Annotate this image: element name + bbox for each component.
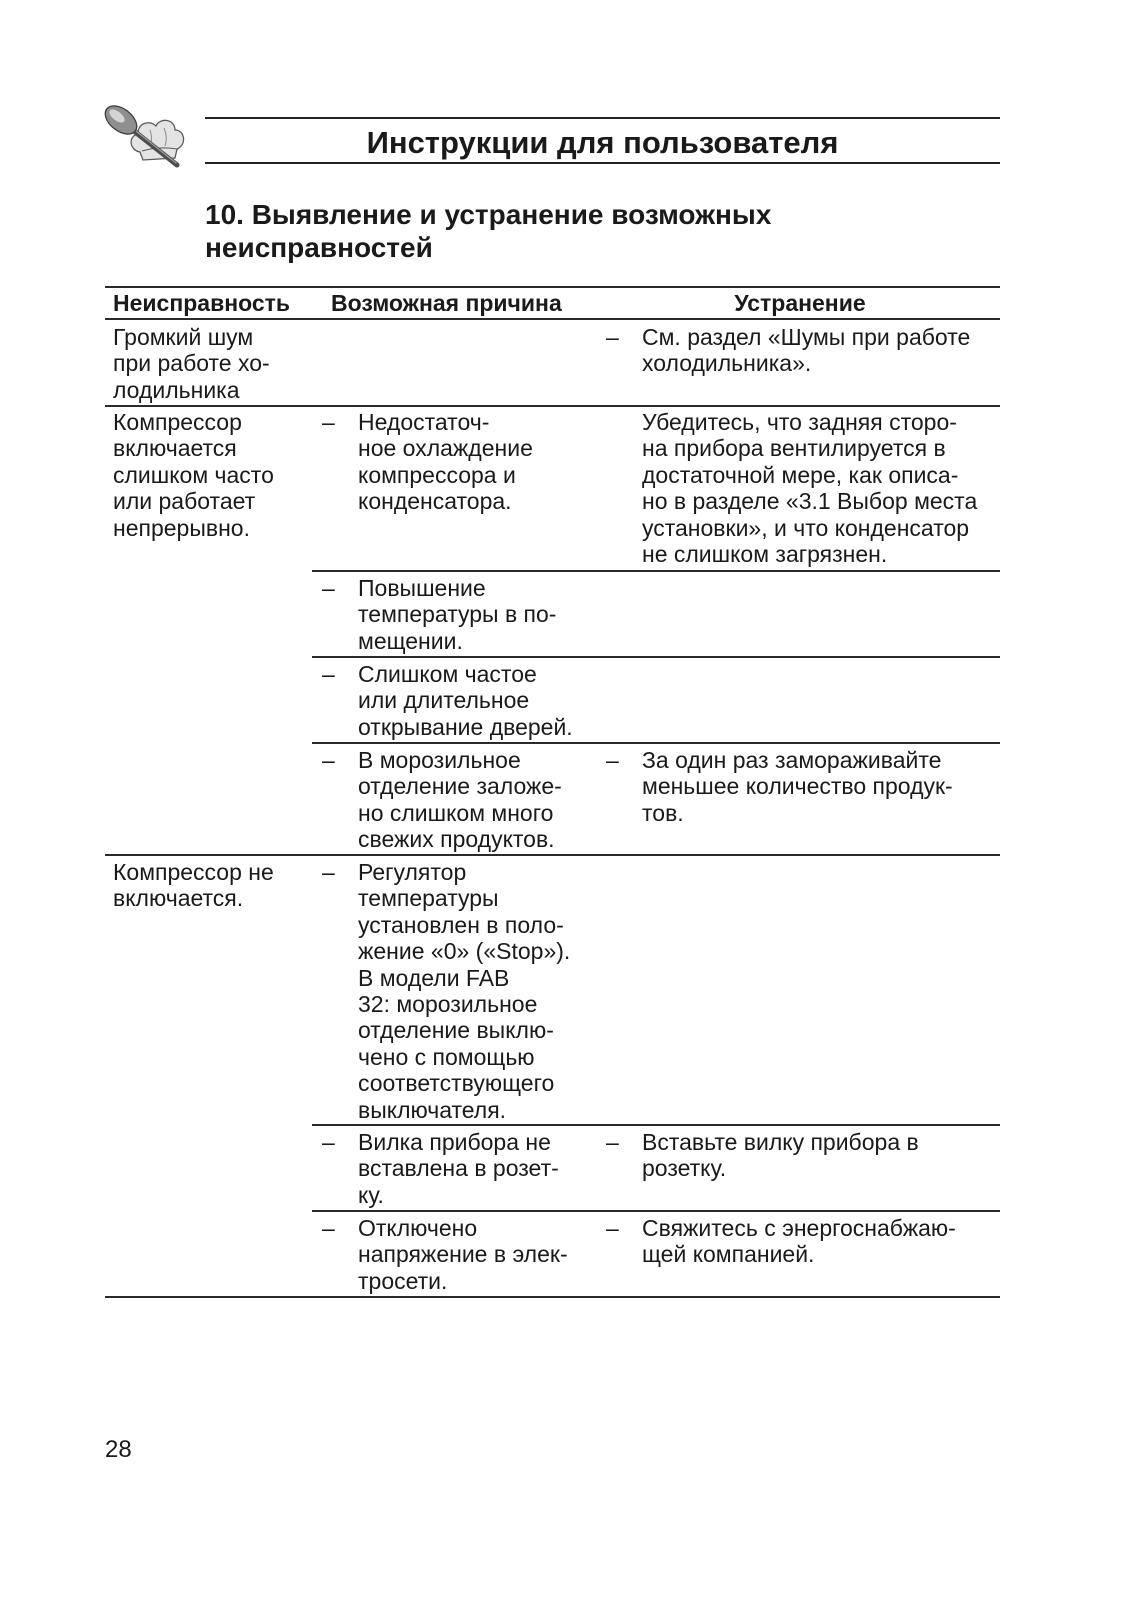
chef-hat-icon (131, 120, 183, 160)
cause-bullet: – (322, 1129, 335, 1155)
table-subrow-rule (312, 1210, 1000, 1212)
table-subrow-rule (312, 570, 1000, 572)
fault-cell: Компрессор не включается. (113, 859, 274, 912)
table-subrow-rule (312, 656, 1000, 658)
cause-bullet: – (322, 661, 335, 687)
remedy-cell: Вставьте вилку прибора в розетку. (642, 1129, 919, 1182)
remedy-cell: Убедитесь, что задняя сторо- на прибора вентилируется в достаточной мере, как описа- но в разделе «3.1 Выбор места установки», и что конденсатор не слишком загрязнен. (642, 409, 978, 568)
cause-cell: Недостаточ- ное охлаждение компрессора и конденсатора. (358, 409, 533, 515)
fault-cell: Громкий шум при работе хо- лодильника (113, 324, 270, 403)
cause-bullet: – (322, 859, 335, 885)
table-row-rule (105, 405, 1000, 407)
fault-cell: Компрессор включается слишком часто или работает непрерывно. (113, 409, 274, 541)
page-title: Инструкции для пользователя (366, 125, 839, 160)
cause-cell: Отключено напряжение в элек- тросети. (358, 1215, 568, 1294)
table-bottom-rule (105, 1296, 1000, 1298)
cause-bullet: – (322, 575, 335, 601)
table-header-rule (105, 318, 1000, 320)
cause-cell: В морозильное отделение заложе- но слишком много свежих продуктов. (358, 747, 562, 853)
remedy-bullet: – (606, 747, 619, 773)
cause-cell: Повышение температуры в по- мещении. (358, 575, 557, 654)
cause-cell: Регулятор температуры установлен в поло- жение «0» («Stop»). В модели FAB 32: морозильное отделение выклю- чено с помощью соответствующего выключателя. (358, 859, 571, 1123)
cause-bullet: – (322, 409, 335, 435)
page-number: 28 (105, 1436, 132, 1463)
header-rule-bottom (205, 162, 1000, 164)
column-header-remedy: Устранение (734, 290, 866, 316)
column-header-cause: Возможная причина (331, 290, 562, 316)
remedy-bullet: – (606, 1129, 619, 1155)
spoon-chef-hat-icon (98, 100, 188, 172)
cause-cell: Вилка прибора не вставлена в розет- ку. (358, 1129, 559, 1208)
cause-bullet: – (322, 1215, 335, 1241)
table-top-rule (105, 286, 1000, 288)
header-rule-top (205, 117, 1000, 119)
column-header-fault: Неисправность (113, 290, 291, 316)
remedy-cell: За один раз замораживайте меньшее количество продук- тов. (642, 747, 953, 826)
cause-cell: Слишком частое или длительное открывание дверей. (358, 661, 573, 740)
remedy-cell: См. раздел «Шумы при работе холодильника». (642, 324, 971, 377)
remedy-bullet: – (606, 324, 619, 350)
table-row-rule (105, 854, 1000, 856)
section-title: 10. Выявление и устранение возможных неисправностей (205, 199, 772, 263)
table-subrow-rule (312, 742, 1000, 744)
cause-bullet: – (322, 747, 335, 773)
table-subrow-rule (312, 1124, 1000, 1126)
remedy-bullet: – (606, 1215, 619, 1241)
remedy-cell: Свяжитесь с энергоснабжаю- щей компанией. (642, 1215, 956, 1268)
